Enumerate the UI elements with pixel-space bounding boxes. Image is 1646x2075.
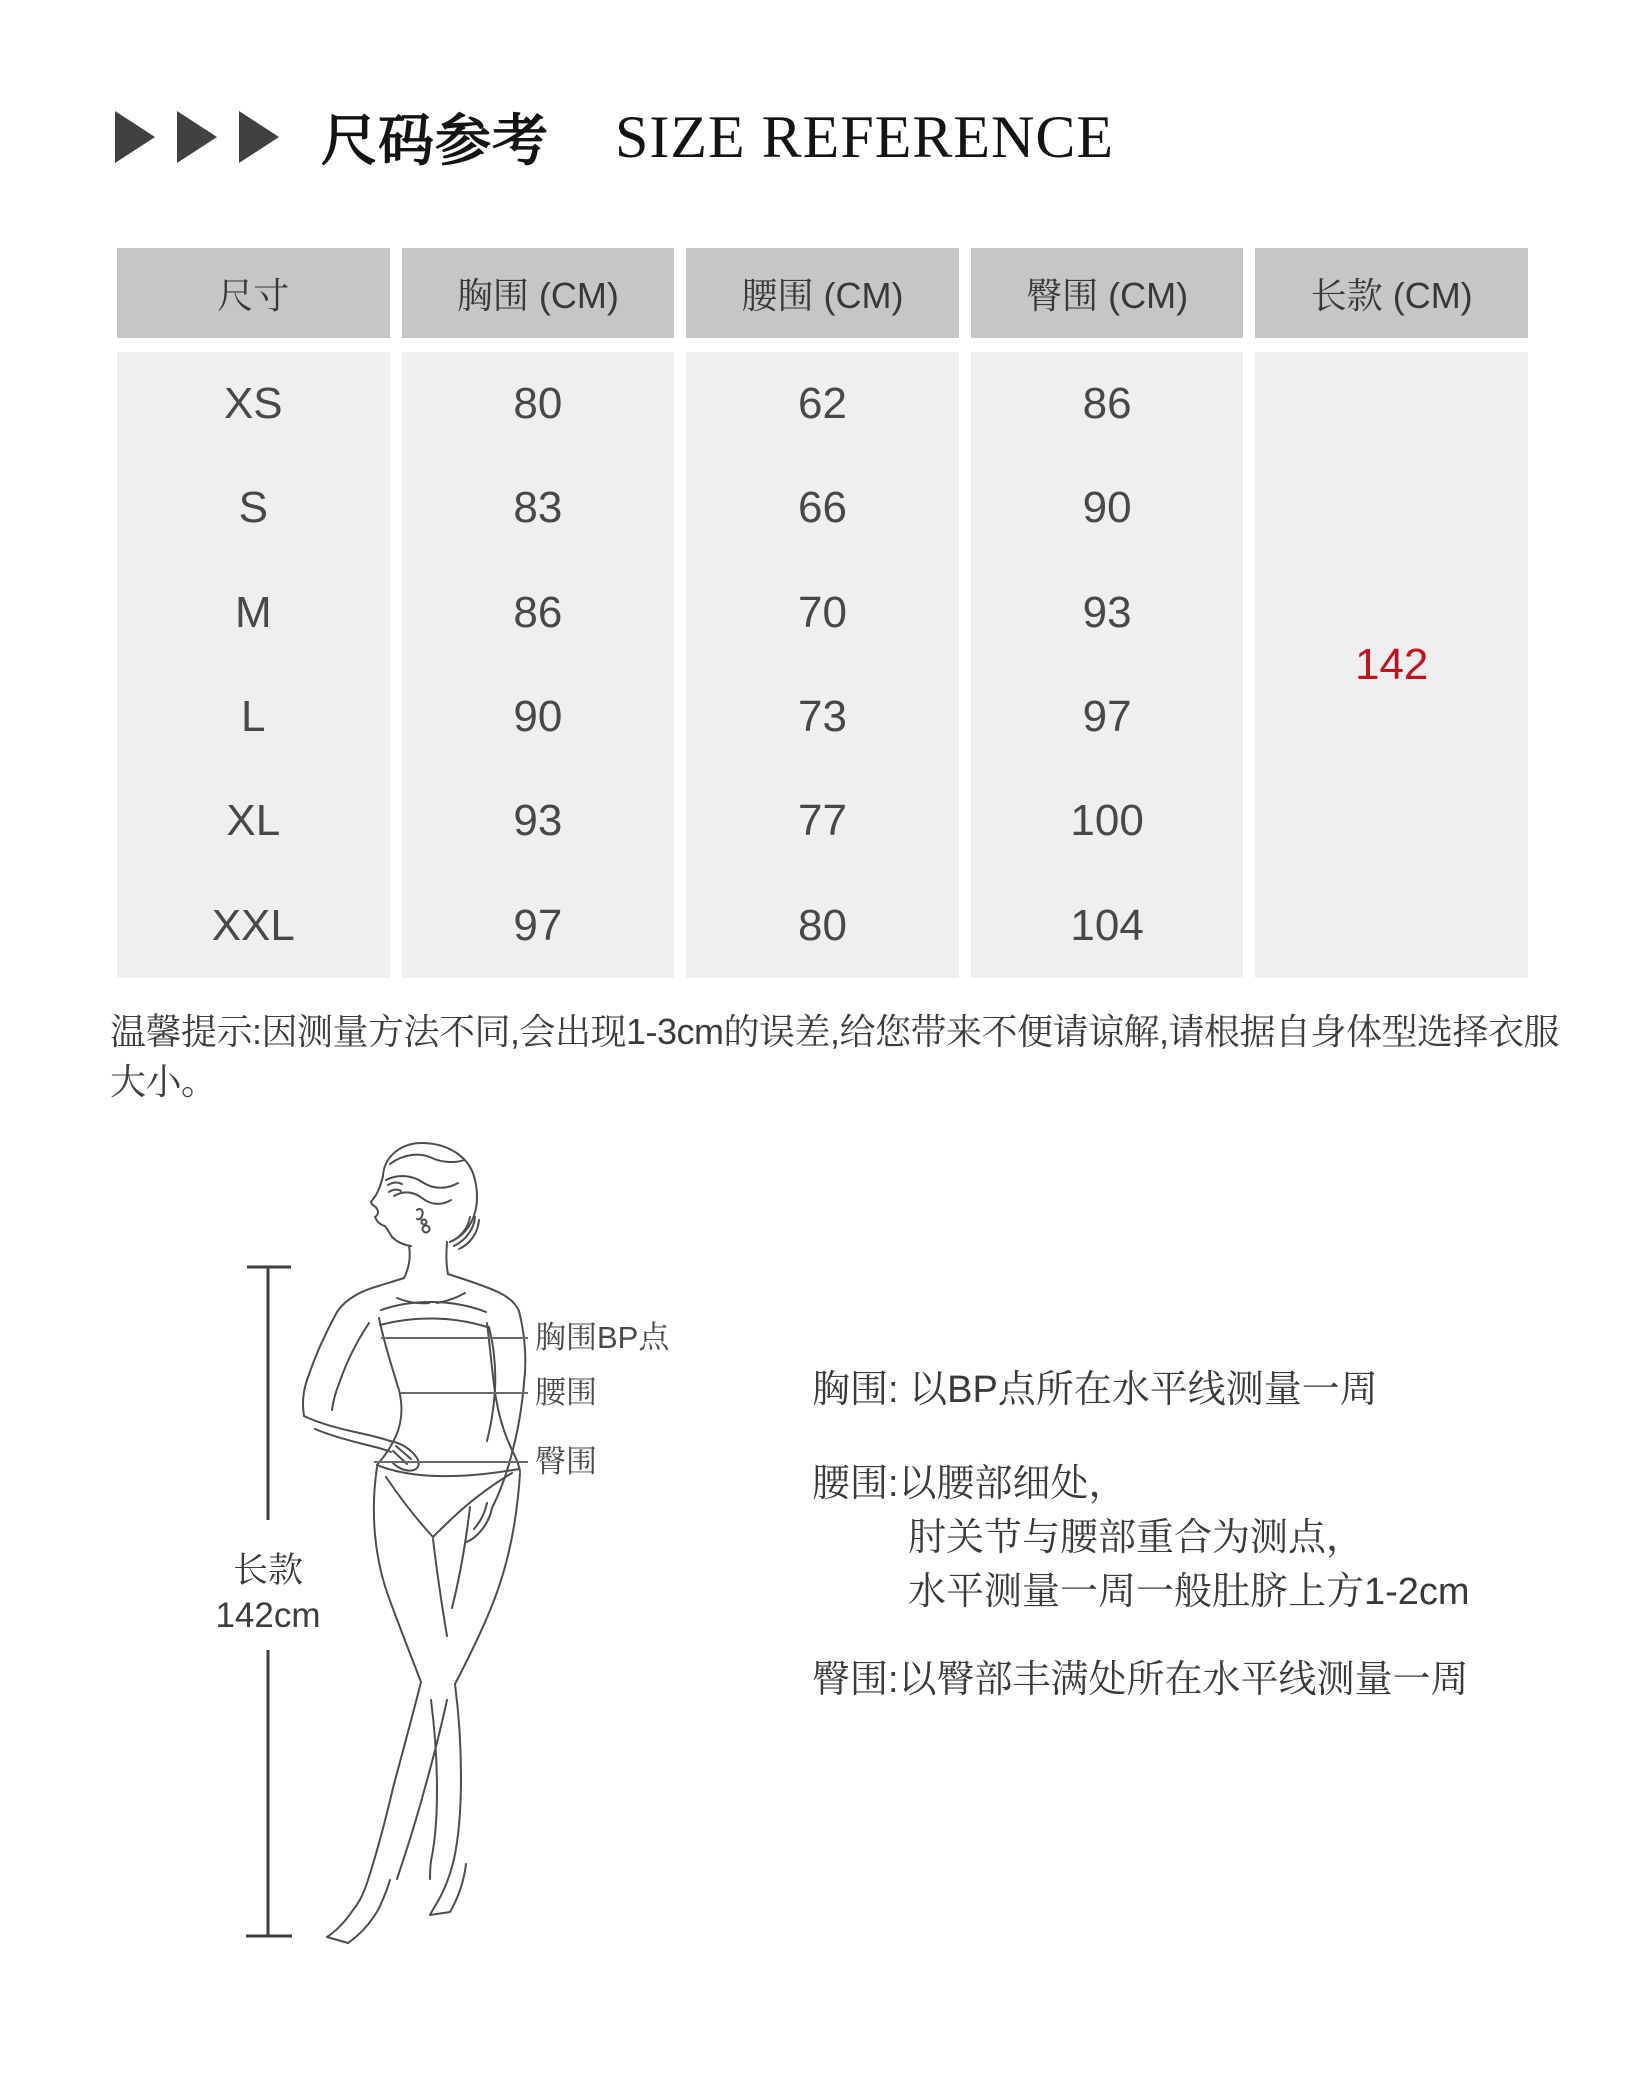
size-label: L — [241, 692, 266, 742]
column-header-size: 尺寸 — [117, 248, 390, 338]
waist-value: 77 — [798, 796, 847, 846]
waist-column — [686, 248, 959, 978]
length-line-title: 长款 — [232, 1551, 303, 1590]
triple-arrow-icon — [115, 111, 301, 163]
page-title — [115, 103, 1115, 173]
measurement-tip-text: 温馨提示:因测量方法不同,会出现1-3cm的误差,给您带来不便请谅解,请根据自身体型选择衣服大小。 — [110, 1011, 1560, 1102]
hip-value: 104 — [1070, 900, 1144, 950]
bust-value: 97 — [513, 900, 563, 950]
size-column — [117, 248, 390, 978]
length-line-label — [158, 1548, 378, 1638]
waist-column-body — [686, 352, 959, 978]
waist-value: 62 — [798, 379, 847, 429]
length-column-body — [1255, 352, 1528, 978]
figure-label-hip: 臀围 — [535, 1444, 597, 1479]
arrow-right-icon — [115, 111, 155, 163]
bust-value: 80 — [513, 379, 563, 429]
measurement-diagram — [0, 1130, 1646, 2075]
size-column-body — [117, 352, 390, 978]
size-label: XXL — [211, 900, 295, 950]
bust-value: 90 — [513, 692, 563, 742]
size-label: M — [234, 587, 272, 637]
hip-value: 100 — [1070, 796, 1144, 846]
size-label: XS — [223, 379, 283, 429]
figure-label-bust: 胸围BP点 — [535, 1320, 670, 1355]
hip-value: 93 — [1082, 587, 1132, 637]
page-title-chinese: 尺码参考 — [321, 111, 549, 173]
waist-value: 73 — [798, 692, 847, 742]
length-line-value: 142cm — [215, 1596, 321, 1635]
page-title-english: SIZE REFERENCE — [615, 103, 1115, 170]
length-value: 142 — [1354, 640, 1429, 689]
bust-value: 93 — [513, 796, 563, 846]
instruction-waist-3: 水平测量一周一般肚脐上方1-2cm — [908, 1571, 1470, 1613]
instruction-hip: 臀围:以臀部丰满处所在水平线测量一周 — [812, 1659, 1469, 1701]
column-header-length: 长款 (CM) — [1255, 248, 1528, 338]
bust-column — [402, 248, 675, 978]
hip-value: 97 — [1082, 692, 1132, 742]
column-header-waist: 腰围 (CM) — [686, 248, 959, 338]
hip-value: 90 — [1082, 483, 1132, 533]
instruction-bust: 胸围: 以BP点所在水平线测量一周 — [812, 1369, 1378, 1411]
bust-value: 86 — [513, 587, 563, 637]
waist-value: 80 — [798, 900, 847, 950]
figure-label-waist: 腰围 — [535, 1375, 597, 1410]
column-header-bust: 胸围 (CM) — [402, 248, 675, 338]
hip-column-body — [971, 352, 1244, 978]
waist-value: 66 — [798, 483, 847, 533]
arrow-right-icon — [177, 111, 217, 163]
bust-column-body — [402, 352, 675, 978]
column-header-hip: 臀围 (CM) — [971, 248, 1244, 338]
size-table — [117, 248, 1528, 978]
instruction-waist-2: 肘关节与腰部重合为测点， — [908, 1517, 1365, 1559]
bust-value: 83 — [513, 483, 563, 533]
arrow-right-icon — [239, 111, 279, 163]
length-column — [1255, 248, 1528, 978]
size-label: S — [238, 483, 268, 533]
hip-column — [971, 248, 1244, 978]
size-label: XL — [226, 796, 281, 846]
waist-value: 70 — [798, 587, 847, 637]
instruction-waist-1: 腰围:以腰部细处， — [812, 1463, 1127, 1505]
hip-value: 86 — [1082, 379, 1132, 429]
